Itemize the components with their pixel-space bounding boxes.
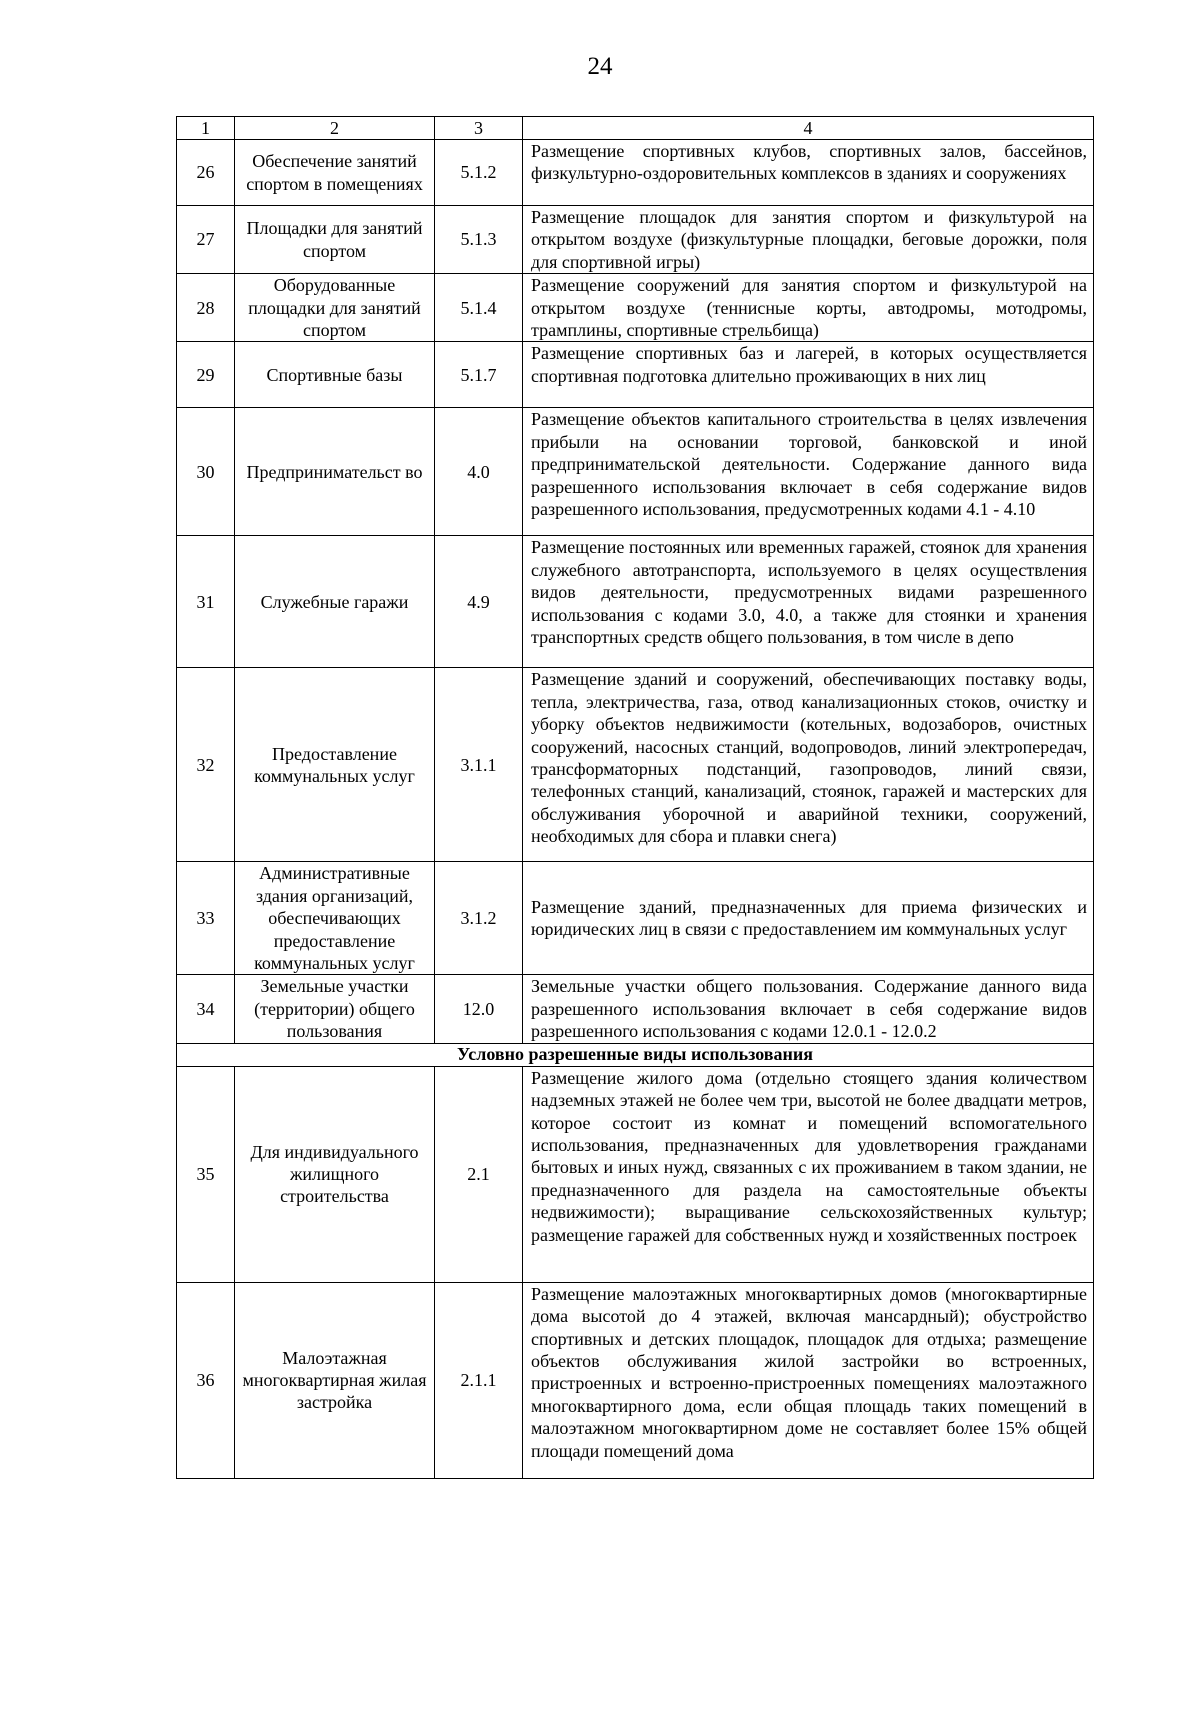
row-description: Размещение жилого дома (отдельно стоящего здания количеством надземных этажей не более чем три, высотой не более двадцати метров, которое состоит из комнат и помещений вспомогательного использования, предназначенных для удовлетворения гражданами бытовых и иных нужд, связанных с их проживанием в таком здании, не предназначенного для раздела на самостоятельные объекты недвижимости); выращивание сельскохозяйственных культур; размещение гаражей для собственных нужд и хозяйственных построек bbox=[523, 1066, 1094, 1282]
row-code: 4.0 bbox=[435, 408, 523, 536]
row-name: Предпринимательст во bbox=[235, 408, 435, 536]
header-col-1: 1 bbox=[177, 117, 235, 140]
row-name: Для индивидуального жилищного строительства bbox=[235, 1066, 435, 1282]
row-code: 12.0 bbox=[435, 975, 523, 1043]
table-row bbox=[177, 1066, 1094, 1282]
section-row bbox=[177, 1043, 1094, 1066]
table-row bbox=[177, 274, 1094, 342]
row-number: 35 bbox=[177, 1066, 235, 1282]
row-number: 26 bbox=[177, 140, 235, 206]
table-row bbox=[177, 140, 1094, 206]
row-description: Размещение зданий и сооружений, обеспечивающих поставку воды, тепла, электричества, газа, отвод канализационных стоков, очистку и уборку объектов недвижимости (котельных, водозаборов, очистных сооружений, насосных станций, водопроводов, линий электропередач, трансформаторных подстанций, газопроводов, линий связи, телефонных станций, канализаций, стоянок, гаражей и мастерских для обслуживания уборочной и аварийной техники, сооружений, необходимых для сбора и плавки снега) bbox=[523, 668, 1094, 862]
table-header-row bbox=[177, 117, 1094, 140]
table-row bbox=[177, 342, 1094, 408]
row-description: Размещение зданий, предназначенных для приема физических и юридических лиц в связи с предоставлением им коммунальных услуг bbox=[523, 862, 1094, 975]
table-row bbox=[177, 1282, 1094, 1478]
row-code: 5.1.3 bbox=[435, 206, 523, 274]
table-row bbox=[177, 668, 1094, 862]
header-col-4: 4 bbox=[523, 117, 1094, 140]
row-name: Обеспечение занятий спортом в помещениях bbox=[235, 140, 435, 206]
row-number: 31 bbox=[177, 536, 235, 668]
row-code: 5.1.2 bbox=[435, 140, 523, 206]
row-name: Оборудованные площадки для занятий спортом bbox=[235, 274, 435, 342]
row-code: 5.1.4 bbox=[435, 274, 523, 342]
row-description: Размещение сооружений для занятия спортом и физкультурой на открытом воздухе (теннисные корты, автодромы, мотодромы, трамплины, спортивные стрельбища) bbox=[523, 274, 1094, 342]
row-number: 36 bbox=[177, 1282, 235, 1478]
row-number: 28 bbox=[177, 274, 235, 342]
row-code: 2.1 bbox=[435, 1066, 523, 1282]
row-code: 2.1.1 bbox=[435, 1282, 523, 1478]
section-title: Условно разрешенные виды использования bbox=[177, 1043, 1094, 1066]
row-code: 3.1.2 bbox=[435, 862, 523, 975]
header-col-3: 3 bbox=[435, 117, 523, 140]
row-description: Размещение малоэтажных многоквартирных домов (многоквартирные дома высотой до 4 этажей, включая мансардный); обустройство спортивных и детских площадок, площадок для отдыха; размещение объектов обслуживания жилой застройки во встроенных, пристроенных и встроенно-пристроенных помещениях малоэтажного многоквартирного дома, если общая площадь таких помещений в малоэтажном многоквартирном доме не составляет более 15% общей площади помещений дома bbox=[523, 1282, 1094, 1478]
row-code: 4.9 bbox=[435, 536, 523, 668]
row-code: 5.1.7 bbox=[435, 342, 523, 408]
table-row bbox=[177, 408, 1094, 536]
row-number: 34 bbox=[177, 975, 235, 1043]
table-row bbox=[177, 206, 1094, 274]
row-name: Спортивные базы bbox=[235, 342, 435, 408]
page-number: 24 bbox=[587, 53, 613, 80]
row-name: Земельные участки (территории) общего пользования bbox=[235, 975, 435, 1043]
row-name: Служебные гаражи bbox=[235, 536, 435, 668]
header-col-2: 2 bbox=[235, 117, 435, 140]
row-description: Размещение спортивных баз и лагерей, в которых осуществляется спортивная подготовка длительно проживающих в них лиц bbox=[523, 342, 1094, 408]
table-row bbox=[177, 536, 1094, 668]
table-row bbox=[177, 862, 1094, 975]
row-number: 33 bbox=[177, 862, 235, 975]
row-description: Размещение спортивных клубов, спортивных залов, бассейнов, физкультурно-оздоровительных комплексов в зданиях и сооружениях bbox=[523, 140, 1094, 206]
row-description: Размещение постоянных или временных гаражей, стоянок для хранения служебного автотранспорта, используемого в целях осуществления видов деятельности, предусмотренных видами разрешенного использования с кодами 3.0, 4.0, а также для стоянки и хранения транспортных средств общего пользования, в том числе в депо bbox=[523, 536, 1094, 668]
row-name: Площадки для занятий спортом bbox=[235, 206, 435, 274]
row-name: Предоставление коммунальных услуг bbox=[235, 668, 435, 862]
row-number: 27 bbox=[177, 206, 235, 274]
row-description: Земельные участки общего пользования. Содержание данного вида разрешенного использования включает в себя содержание видов разрешенного использования с кодами 12.0.1 - 12.0.2 bbox=[523, 975, 1094, 1043]
row-name: Малоэтажная многоквартирная жилая застройка bbox=[235, 1282, 435, 1478]
row-description: Размещение площадок для занятия спортом и физкультурой на открытом воздухе (физкультурные площадки, беговые дорожки, поля для спортивной игры) bbox=[523, 206, 1094, 274]
row-name: Административные здания организаций, обеспечивающих предоставление коммунальных услуг bbox=[235, 862, 435, 975]
row-code: 3.1.1 bbox=[435, 668, 523, 862]
row-number: 32 bbox=[177, 668, 235, 862]
row-number: 30 bbox=[177, 408, 235, 536]
row-number: 29 bbox=[177, 342, 235, 408]
row-description: Размещение объектов капитального строительства в целях извлечения прибыли на основании торговой, банковской и иной предпринимательской деятельности. Содержание данного вида разрешенного использования включает в себя содержание видов разрешенного использования, предусмотренных кодами 4.1 - 4.10 bbox=[523, 408, 1094, 536]
table-row bbox=[177, 975, 1094, 1043]
land-use-table bbox=[176, 116, 1094, 1479]
